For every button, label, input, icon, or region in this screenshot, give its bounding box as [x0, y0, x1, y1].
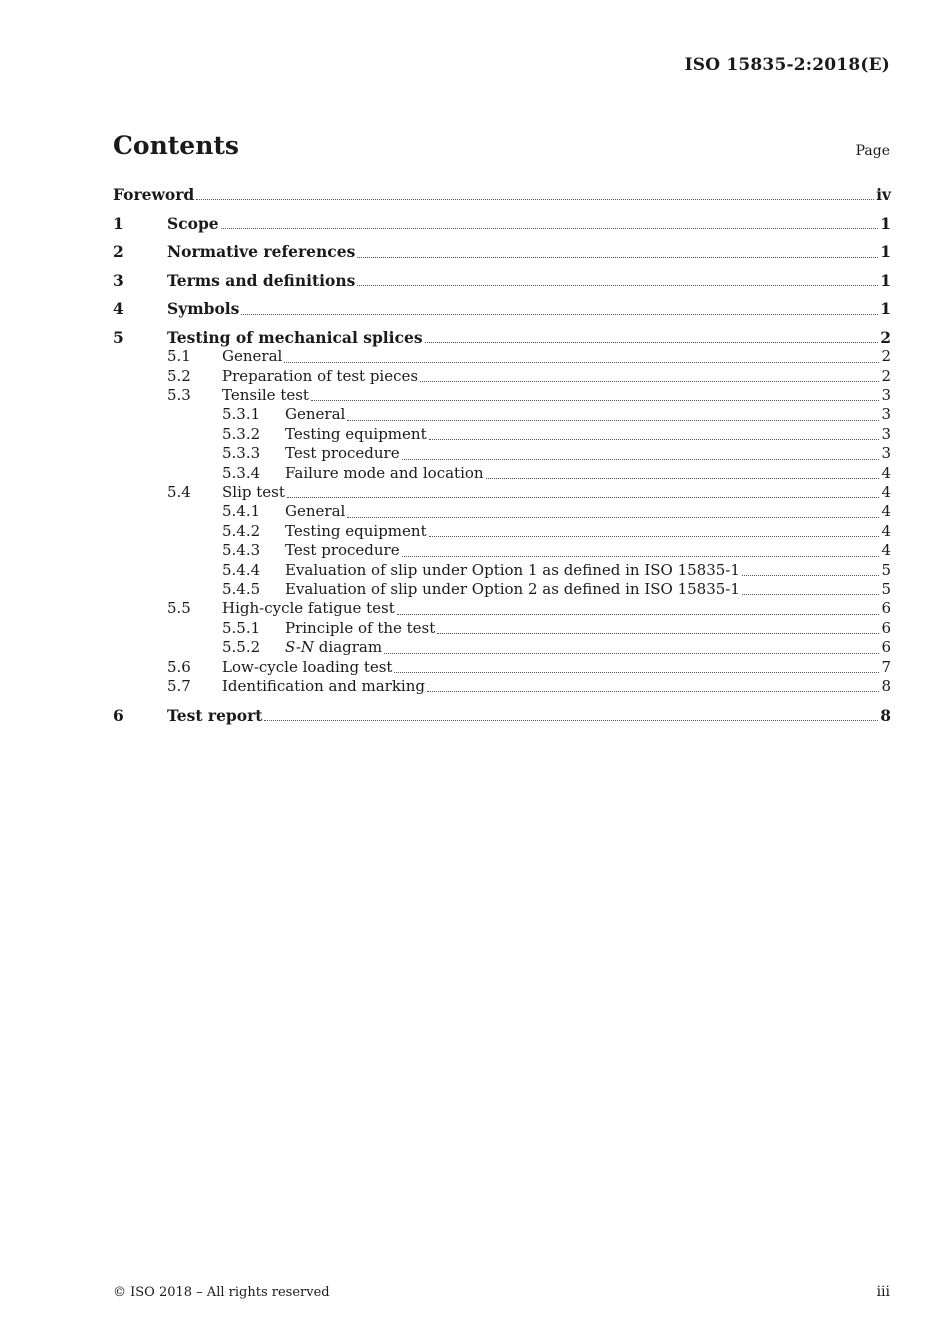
toc-entry-title: Symbols	[167, 299, 240, 319]
toc-entry-page: 5	[881, 579, 891, 598]
toc-entry-title: Slip test	[222, 483, 285, 502]
toc-entry-number: 6	[113, 705, 124, 725]
toc-leader	[287, 496, 880, 498]
toc-entry-number: 5.4.3	[222, 541, 261, 560]
toc-entry-number: 5.3.2	[222, 424, 261, 443]
toc-leader	[347, 419, 879, 421]
toc-leader	[241, 313, 878, 315]
toc-entry-title: Normative references	[167, 242, 356, 262]
toc-leader	[420, 380, 879, 382]
toc-entry-test-report[interactable]	[113, 706, 891, 725]
toc-entry-title: General	[285, 502, 346, 521]
toc-leader	[357, 284, 878, 286]
toc-entry-title: Evaluation of slip under Option 2 as defined in ISO 15835-1	[285, 579, 740, 598]
toc-entry-title-rest: diagram	[314, 638, 383, 657]
toc-entry-5-7[interactable]	[113, 677, 891, 696]
toc-entry-page: 2	[881, 366, 891, 385]
toc-entry-title: Testing of mechanical splices	[167, 327, 423, 347]
toc-entry-page: 6	[881, 599, 891, 618]
toc-entry-foreword[interactable]	[113, 185, 891, 204]
toc-leader	[742, 574, 880, 576]
toc-entry-page: 4	[881, 463, 891, 482]
toc-entry-page: 1	[880, 242, 891, 262]
toc-entry-5-3[interactable]	[113, 386, 891, 405]
toc-entry-number: 5.3.3	[222, 444, 261, 463]
toc-leader	[347, 516, 879, 518]
toc-entry-5-2[interactable]	[113, 367, 891, 386]
toc-entry-5-6[interactable]	[113, 658, 891, 677]
toc-entry-normative-references[interactable]	[113, 242, 891, 261]
toc-entry-title	[285, 638, 382, 657]
toc-entry-testing-of-mechanical-splices[interactable]	[113, 328, 891, 347]
toc-entry-title: Tensile test	[222, 386, 309, 405]
toc-entry-number: 4	[113, 299, 124, 319]
toc-leader	[402, 458, 880, 460]
toc-leader	[429, 438, 880, 440]
toc-entry-page: 8	[881, 676, 891, 695]
toc-entry-page: 4	[881, 483, 891, 502]
toc-entry-5-3-1[interactable]	[113, 405, 891, 424]
toc-entry-page: iv	[876, 185, 891, 204]
toc-leader	[284, 361, 879, 363]
toc-entry-page: 6	[881, 638, 891, 657]
toc-entry-number: 5.4.4	[222, 560, 261, 579]
toc-entry-page: 6	[881, 618, 891, 637]
toc-entry-title: Test procedure	[285, 444, 400, 463]
toc-entry-number: 1	[113, 213, 124, 233]
toc-entry-page: 3	[881, 444, 891, 463]
toc-entry-title: General	[285, 405, 346, 424]
toc-entry-5-4-2[interactable]	[113, 522, 891, 541]
toc-leader	[397, 613, 880, 615]
toc-entry-page: 3	[881, 386, 891, 405]
toc-entry-number: 2	[113, 242, 124, 262]
toc-entry-terms-and-definitions[interactable]	[113, 271, 891, 290]
toc-entry-5-3-2[interactable]	[113, 425, 891, 444]
toc-entry-page: 2	[881, 347, 891, 366]
toc-entry-number: 5	[113, 327, 124, 347]
toc-entry-title: Testing equipment	[285, 424, 427, 443]
toc-entry-title: Scope	[167, 213, 219, 233]
toc-entry-5-3-4[interactable]	[113, 464, 891, 483]
toc-entry-5-4-4[interactable]	[113, 561, 891, 580]
toc-leader	[221, 227, 879, 229]
toc-entry-number: 5.3.1	[222, 405, 261, 424]
toc-entry-title: Failure mode and location	[285, 463, 484, 482]
toc-entry-page: 1	[880, 299, 891, 319]
toc-leader	[486, 477, 880, 479]
toc-entry-page: 1	[880, 270, 891, 290]
toc-entry-5-5[interactable]	[113, 599, 891, 618]
toc-entry-title: Principle of the test	[285, 618, 436, 637]
copyright-notice: © ISO 2018 – All rights reserved	[113, 1285, 330, 1300]
toc-leader	[437, 632, 879, 634]
toc-leader	[311, 399, 880, 401]
toc-leader	[429, 535, 880, 537]
toc-entry-number: 5.4.2	[222, 521, 261, 540]
toc-entry-title: Testing equipment	[285, 521, 427, 540]
toc-entry-page: 2	[880, 327, 891, 347]
toc-entry-number: 5.4	[167, 483, 191, 502]
toc-entry-title: High-cycle fatigue test	[222, 599, 395, 618]
toc-entry-title: Identification and marking	[222, 676, 425, 695]
toc-leader	[384, 652, 879, 654]
toc-entry-number: 5.5.1	[222, 618, 261, 637]
toc-leader	[357, 256, 878, 258]
toc-entry-title: Terms and definitions	[167, 270, 356, 290]
page-column-label: Page	[855, 143, 890, 159]
toc-entry-page: 5	[881, 560, 891, 579]
toc-entry-title: Evaluation of slip under Option 1 as defined in ISO 15835-1	[285, 560, 740, 579]
toc-entry-5-1[interactable]	[113, 347, 891, 366]
toc-entry-page: 7	[881, 657, 891, 676]
toc-entry-title: Foreword	[113, 185, 195, 204]
toc-entry-title: Test report	[167, 705, 263, 725]
toc-leader	[264, 719, 878, 721]
toc-leader	[742, 593, 880, 595]
toc-entry-number: 5.6	[167, 657, 191, 676]
toc-entry-number: 5.3.4	[222, 463, 261, 482]
toc-leader	[196, 198, 874, 200]
toc-entry-5-4-5[interactable]	[113, 580, 891, 599]
toc-entry-scope[interactable]	[113, 214, 891, 233]
toc-entry-5-4[interactable]	[113, 483, 891, 502]
toc-entry-number: 5.5	[167, 599, 191, 618]
table-of-contents	[113, 185, 891, 725]
toc-entry-page: 1	[880, 213, 891, 233]
toc-entry-number: 5.7	[167, 676, 191, 695]
toc-leader	[402, 555, 880, 557]
toc-leader	[394, 671, 879, 673]
toc-entry-page: 3	[881, 424, 891, 443]
toc-entry-title-italic: S-N	[285, 638, 315, 657]
toc-leader	[425, 341, 879, 343]
toc-entry-number: 5.4.5	[222, 579, 261, 598]
document-id: ISO 15835-2:2018(E)	[684, 55, 890, 75]
toc-entry-title: Preparation of test pieces	[222, 366, 419, 385]
toc-entry-5-5-1[interactable]	[113, 619, 891, 638]
toc-entry-number: 5.2	[167, 366, 191, 385]
toc-entry-title: General	[222, 347, 283, 366]
toc-entry-page: 4	[881, 541, 891, 560]
toc-entry-number: 3	[113, 270, 124, 290]
page-number: iii	[876, 1284, 890, 1300]
toc-entry-page: 8	[880, 705, 891, 725]
toc-entry-number: 5.1	[167, 347, 191, 366]
toc-entry-page: 4	[881, 521, 891, 540]
toc-entry-title: Low-cycle loading test	[222, 657, 393, 676]
toc-entry-symbols[interactable]	[113, 299, 891, 318]
toc-entry-page: 4	[881, 502, 891, 521]
toc-entry-number: 5.4.1	[222, 502, 261, 521]
toc-entry-5-4-1[interactable]	[113, 502, 891, 521]
toc-entry-5-5-2[interactable]	[113, 638, 891, 657]
toc-entry-5-4-3[interactable]	[113, 541, 891, 560]
page-title: Contents	[113, 131, 240, 160]
toc-leader	[427, 690, 879, 692]
toc-entry-number: 5.3	[167, 386, 191, 405]
toc-entry-number: 5.5.2	[222, 638, 261, 657]
toc-entry-title: Test procedure	[285, 541, 400, 560]
toc-entry-5-3-3[interactable]	[113, 444, 891, 463]
toc-entry-page: 3	[881, 405, 891, 424]
